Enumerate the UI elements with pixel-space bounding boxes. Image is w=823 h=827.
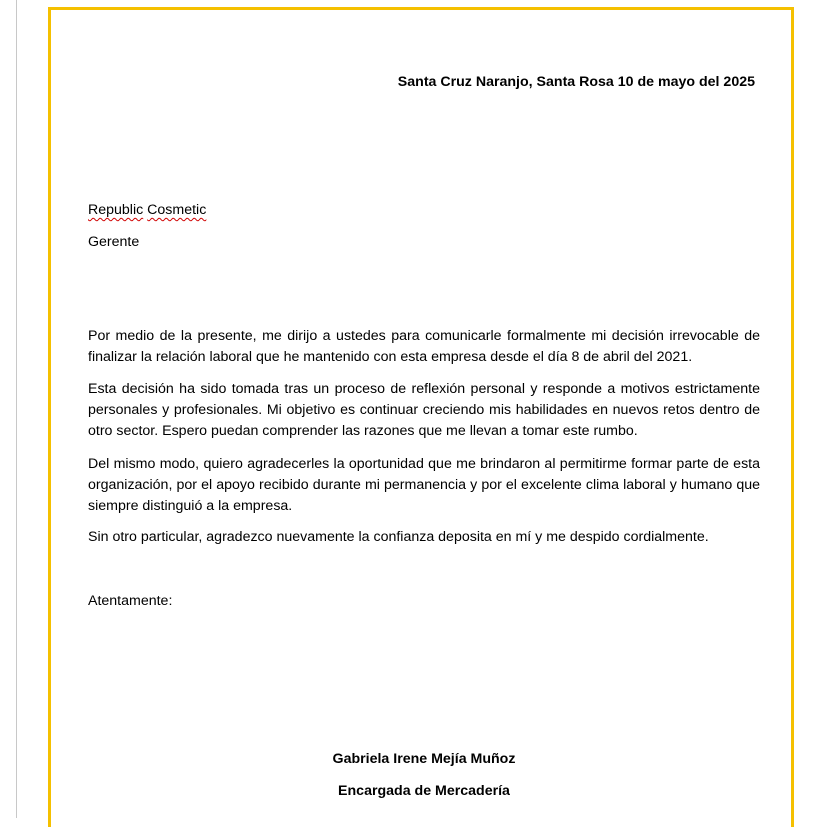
margin-guide-line	[16, 0, 17, 818]
closing-line: Atentamente:	[88, 593, 173, 609]
signer-name: Gabriela Irene Mejía Muñoz	[332, 751, 516, 767]
recipient-company-word-1: Republic	[88, 202, 144, 218]
recipient-company-word-2: Cosmetic	[147, 202, 207, 218]
body-paragraph-1: Por medio de la presente, me dirijo a ustedes para comunicarle formalmente mi decisión irrevocable de finalizar la relación laboral que he mantenido con esta empresa desde el día 8 de abril del 2021.	[88, 328, 760, 365]
recipient-company	[88, 200, 206, 221]
date-line: Santa Cruz Naranjo, Santa Rosa 10 de mayo del 2025	[397, 74, 755, 90]
recipient-title: Gerente	[88, 234, 140, 250]
signer-role: Encargada de Mercadería	[338, 783, 510, 799]
body-paragraph-4: Sin otro particular, agradezco nuevamente la confianza deposita en mí y me despido cordialmente.	[88, 529, 709, 545]
body-paragraph-3: Del mismo modo, quiero agradecerles la oportunidad que me brindaron al permitirme formar parte de esta organización, por el apoyo recibido durante mi permanencia y por el excelente clima laboral y humano que siempre distinguió a la empresa.	[88, 456, 760, 514]
body-paragraph-2: Esta decisión ha sido tomada tras un proceso de reflexión personal y responde a motivos estrictamente personales y profesionales. Mi objetivo es continuar creciendo mis habilidades en nuevos retos dentro de otro sector. Espero puedan comprender las razones que me llevan a tomar este rumbo.	[88, 381, 760, 439]
document-page[interactable]	[48, 7, 794, 827]
